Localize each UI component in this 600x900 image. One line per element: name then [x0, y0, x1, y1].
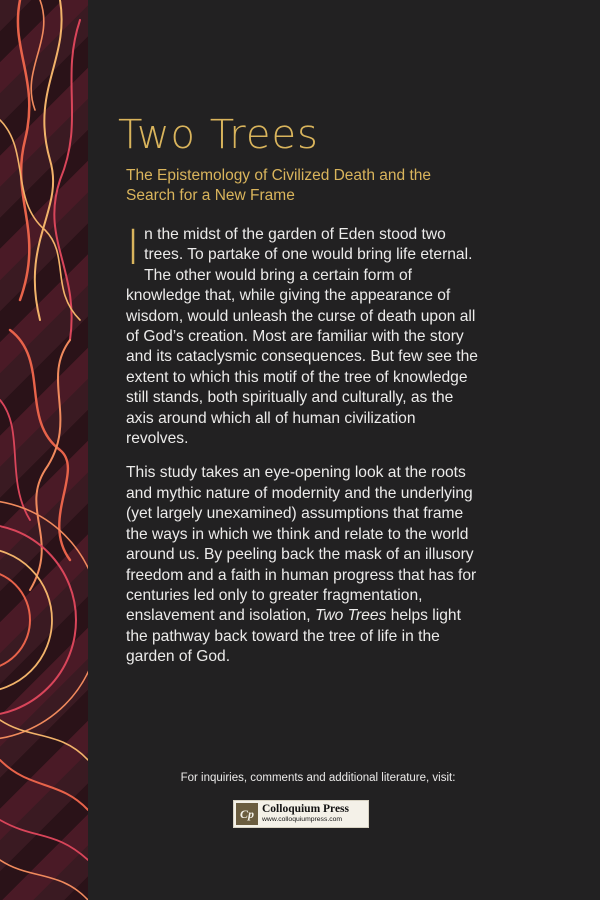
paragraph-2-text-after: helps light the pathway back toward the tree of life in the garden of God. — [126, 607, 461, 666]
paragraph-2-text-before: This study takes an eye-opening look at the roots and mythic nature of modernity and the underlying (yet largely unexamined) assumptions that frame the ways in which we think and relate to the world around us. By peeling back the mask of an illusory freedom and a faith in human progress that has for centuries led only to greater fragmentation, enslavement and isolation, — [126, 464, 477, 625]
publisher-logo[interactable] — [233, 800, 369, 828]
decorative-spine-artwork — [0, 0, 88, 900]
paragraph-1-text: n the midst of the garden of Eden stood two trees. To partake of one would bring life eternal. The other would bring a certain form of knowledge that, while giving the appearance of wisdom, would unleash the curse of death upon all of God’s creation. Most are familiar with the story and its cataclysmic consequences. But few see the extent to which this motif of the tree of knowledge still stands, both spiritually and culturally, as the axis around which all of human civilization revolves. — [126, 226, 478, 448]
drop-cap: I — [126, 220, 141, 276]
footer-text: For inquiries, comments and additional literature, visit: — [180, 772, 456, 784]
branch-artwork — [0, 0, 88, 900]
book-title: Two Trees — [118, 112, 319, 158]
paragraph-2-title-italic: Two Trees — [315, 607, 387, 625]
book-subtitle: The Epistemology of Civilized Death and the Search for a New Frame — [126, 167, 431, 204]
description-paragraph-2 — [126, 463, 478, 667]
publisher-text — [262, 804, 349, 824]
book-description — [126, 220, 478, 682]
publisher-url: www.colloquiumpress.com — [262, 816, 343, 824]
publisher-mark-icon: Cp — [236, 803, 258, 825]
publisher-name: Colloquium Press — [262, 802, 350, 815]
back-cover-content — [88, 0, 600, 900]
description-paragraph-1 — [126, 220, 478, 449]
